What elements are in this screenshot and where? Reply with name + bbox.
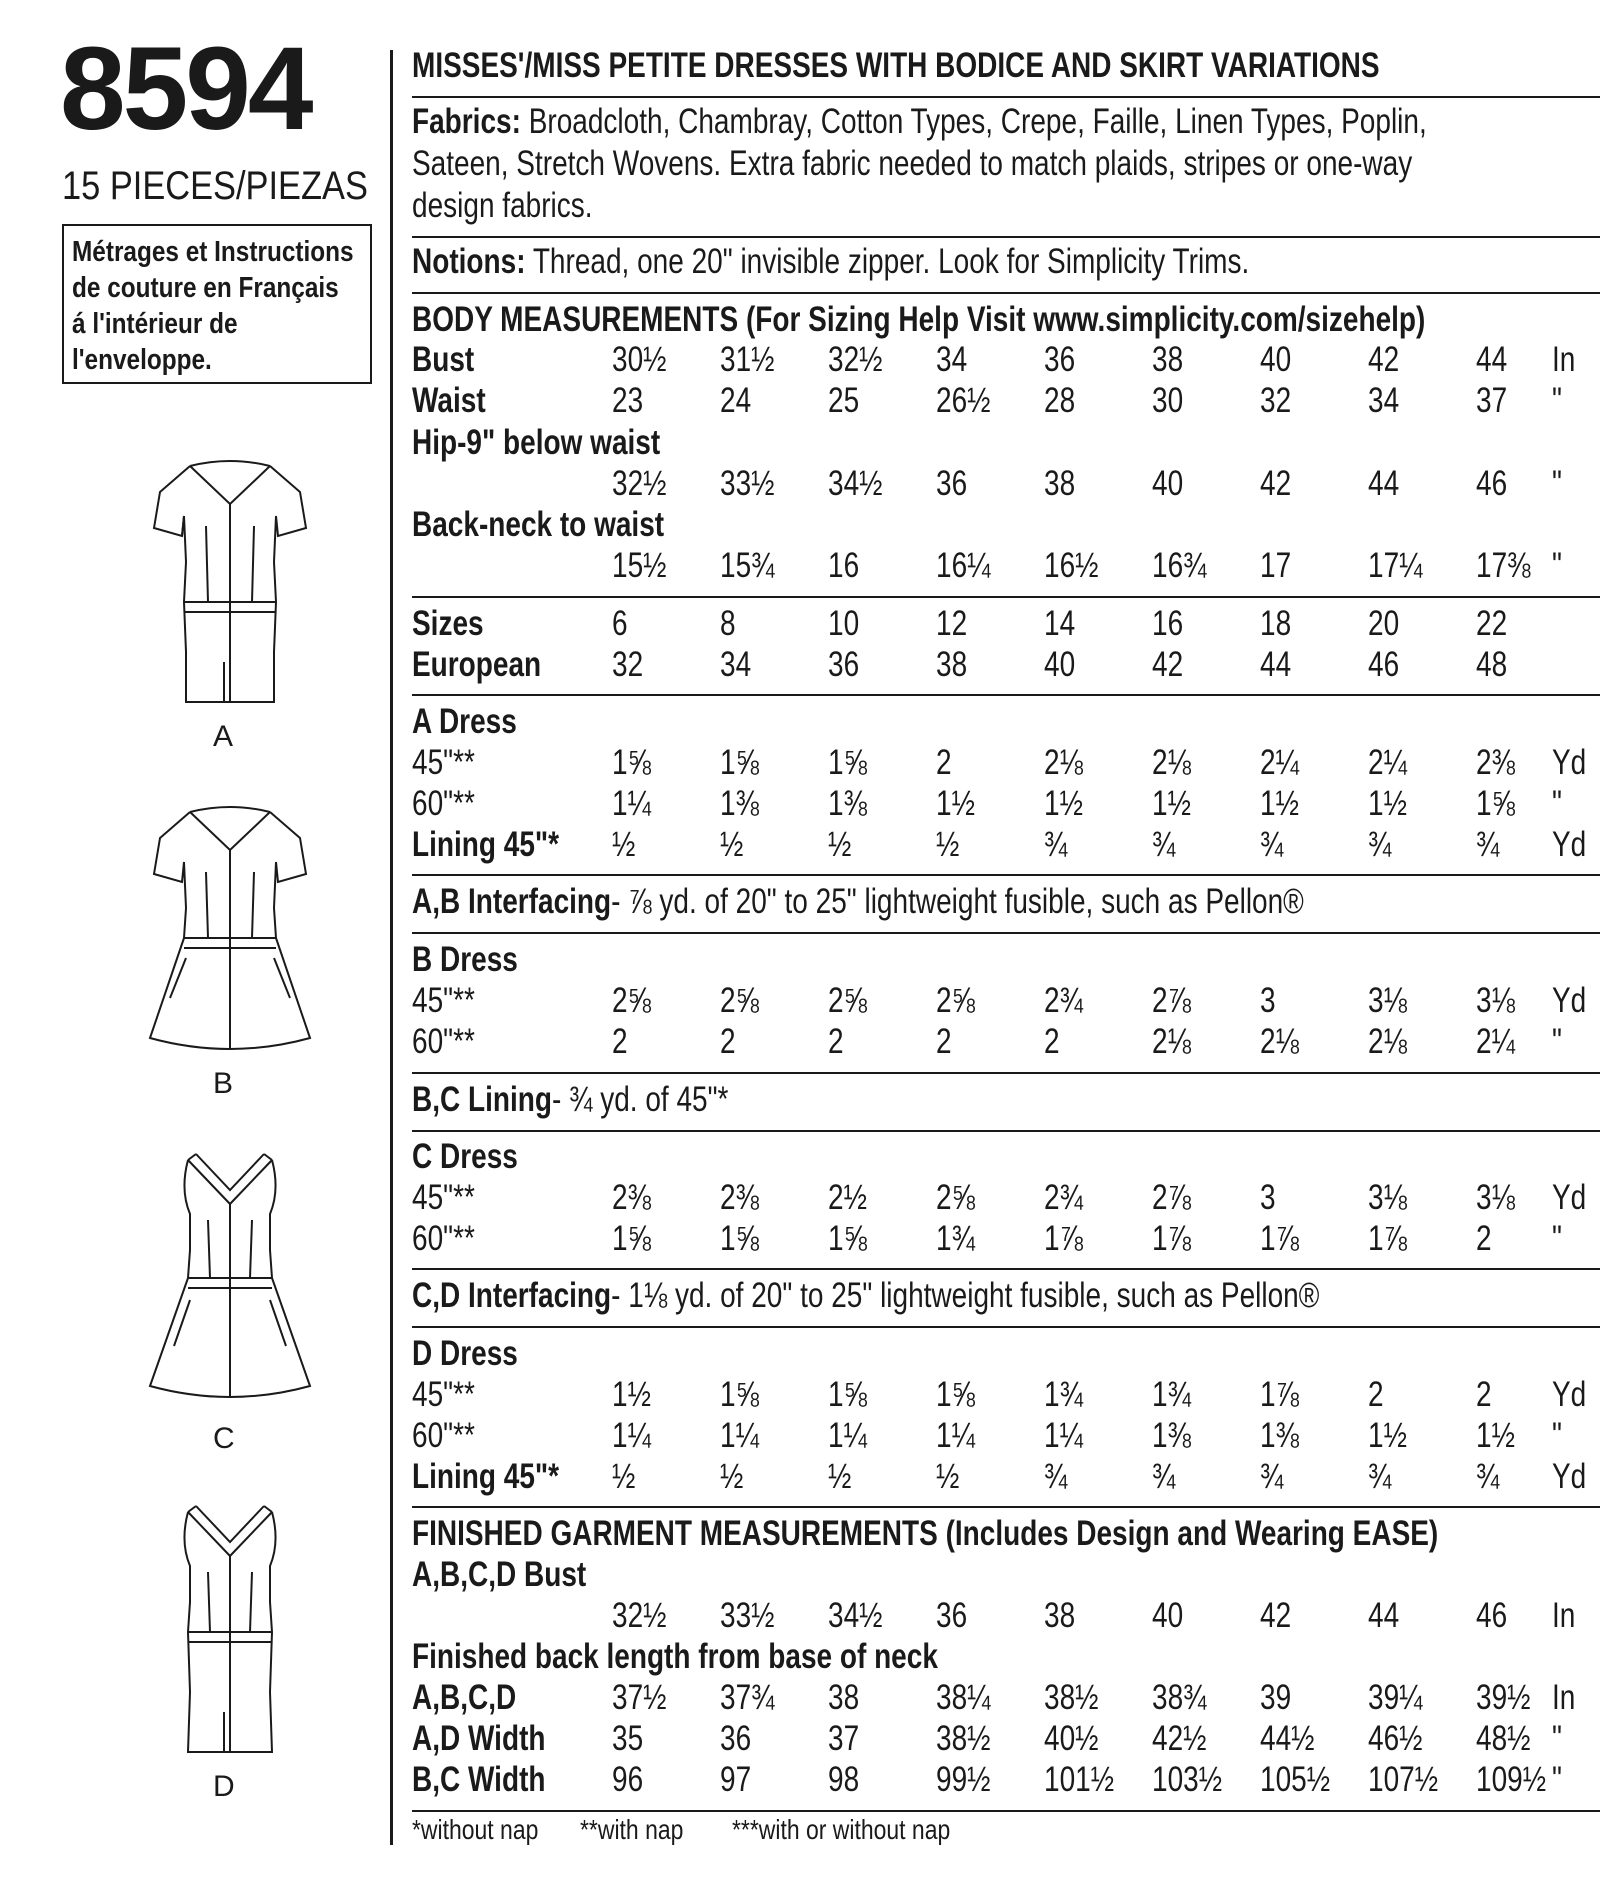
- table-cell: 1½: [1152, 784, 1191, 823]
- unit-label: Yd: [1552, 1178, 1587, 1217]
- table-cell: 42: [1368, 340, 1400, 379]
- table-cell: 30½: [612, 340, 667, 379]
- table-cell: 17: [1260, 546, 1292, 585]
- table-cell: 20: [1368, 604, 1400, 643]
- unit-label: ": [1552, 546, 1562, 585]
- french-note-line: Métrages et Instructions: [72, 236, 354, 268]
- table-cell: 16¾: [1152, 546, 1207, 585]
- row-label: Hip-9" below waist: [412, 423, 661, 462]
- table-cell: 8: [720, 604, 736, 643]
- table-cell: 2: [936, 743, 952, 782]
- table-cell: 37: [1476, 381, 1508, 420]
- table-cell: 42: [1260, 464, 1292, 503]
- table-row: [412, 546, 1600, 586]
- table-cell: 2⅛: [1152, 1022, 1191, 1061]
- table-cell: ½: [828, 1457, 852, 1496]
- table-cell: 2⅞: [1152, 1178, 1191, 1217]
- table-cell: 1½: [936, 784, 975, 823]
- view-label-a: A: [213, 720, 234, 753]
- row-label: 45"**: [412, 1178, 475, 1217]
- notions-line: [412, 242, 1249, 282]
- finished-measurements-heading: FINISHED GARMENT MEASUREMENTS (Includes Design and Wearing EASE): [412, 1514, 1439, 1553]
- table-cell: 38: [1044, 464, 1076, 503]
- pattern-number: 8594: [60, 23, 311, 155]
- table-cell: 38: [1152, 340, 1184, 379]
- table-cell: 38: [828, 1678, 860, 1717]
- table-cell: 16: [1152, 604, 1184, 643]
- table-cell: 107½: [1368, 1760, 1439, 1799]
- table-cell: 24: [720, 381, 752, 420]
- row-label: Back-neck to waist: [412, 505, 665, 544]
- row-label: 60"**: [412, 1416, 475, 1455]
- row-label: Bust: [412, 340, 475, 379]
- unit-label: ": [1552, 464, 1562, 503]
- table-cell: ½: [720, 825, 744, 864]
- section-heading: B Dress: [412, 940, 518, 979]
- table-cell: ¾: [1476, 825, 1500, 864]
- table-cell: 3⅛: [1368, 1178, 1407, 1217]
- table-cell: 1¼: [612, 1416, 651, 1455]
- table-row: [412, 645, 1600, 685]
- table-cell: 2⅛: [1152, 743, 1191, 782]
- table-cell: 1½: [1260, 784, 1299, 823]
- table-cell: 103½: [1152, 1760, 1223, 1799]
- table-cell: 99½: [936, 1760, 991, 1799]
- unit-label: In: [1552, 1596, 1576, 1635]
- interfacing-text: - 1⅛ yd. of 20" to 25" lightweight fusible, such as Pellon®: [611, 1276, 1320, 1315]
- table-cell: 1½: [1368, 784, 1407, 823]
- row-label: 60"**: [412, 1219, 475, 1258]
- table-cell: 2⅛: [1368, 1022, 1407, 1061]
- table-cell: 2¾: [1044, 981, 1083, 1020]
- table-cell: 101½: [1044, 1760, 1115, 1799]
- table-cell: 25: [828, 381, 860, 420]
- table-cell: 18: [1260, 604, 1292, 643]
- unit-label: In: [1552, 1678, 1576, 1717]
- table-cell: 38½: [1044, 1678, 1099, 1717]
- table-cell: 44: [1368, 464, 1400, 503]
- table-cell: 36: [720, 1719, 752, 1758]
- table-cell: 40: [1152, 464, 1184, 503]
- table-cell: 38¾: [1152, 1678, 1207, 1717]
- table-cell: 1⅝: [828, 743, 867, 782]
- table-cell: 2: [1044, 1022, 1060, 1061]
- table-cell: 30: [1152, 381, 1184, 420]
- table-cell: 37: [828, 1719, 860, 1758]
- table-cell: 1⅞: [1044, 1219, 1083, 1258]
- row-label: Waist: [412, 381, 486, 420]
- table-cell: 2⅝: [720, 981, 759, 1020]
- table-cell: 48: [1476, 645, 1508, 684]
- table-cell: 2⅜: [720, 1178, 759, 1217]
- table-cell: 1⅞: [1152, 1219, 1191, 1258]
- divider: [412, 96, 1600, 98]
- fabrics-line: design fabrics.: [412, 186, 593, 225]
- table-cell: 40½: [1044, 1719, 1099, 1758]
- table-row: [412, 1416, 1600, 1456]
- table-cell: 33½: [720, 464, 775, 503]
- table-row: [412, 981, 1600, 1021]
- table-row: [412, 1596, 1600, 1636]
- table-cell: 39¼: [1368, 1678, 1423, 1717]
- dress-c-illustration: [140, 1150, 320, 1410]
- divider: [412, 1506, 1600, 1508]
- table-cell: 44: [1476, 340, 1508, 379]
- row-label: A,B,C,D Bust: [412, 1555, 587, 1594]
- divider: [412, 236, 1600, 238]
- view-label-b: B: [213, 1067, 234, 1100]
- divider: [412, 292, 1600, 294]
- interfacing-label: C,D Interfacing: [412, 1276, 612, 1315]
- table-cell: 39½: [1476, 1678, 1531, 1717]
- table-cell: 14: [1044, 604, 1076, 643]
- table-cell: ¾: [1260, 825, 1284, 864]
- row-label: Lining 45"*: [412, 1457, 560, 1496]
- table-row: [412, 1022, 1600, 1062]
- table-cell: 10: [828, 604, 860, 643]
- table-cell: 1⅝: [612, 1219, 651, 1258]
- table-cell: 1¼: [612, 784, 651, 823]
- table-cell: 38¼: [936, 1678, 991, 1717]
- dress-b-illustration: [140, 798, 320, 1058]
- table-cell: 1⅝: [828, 1219, 867, 1258]
- table-cell: 44: [1368, 1596, 1400, 1635]
- table-cell: 1⅝: [1476, 784, 1515, 823]
- table-cell: 2: [1368, 1375, 1384, 1414]
- table-cell: 3⅛: [1476, 981, 1515, 1020]
- table-row: [412, 340, 1600, 380]
- notions-label: Notions:: [412, 242, 526, 281]
- table-cell: ¾: [1476, 1457, 1500, 1496]
- interfacing-label: A,B Interfacing: [412, 882, 612, 921]
- divider: [412, 1130, 1600, 1132]
- table-cell: 17¼: [1368, 546, 1423, 585]
- table-cell: 2: [1476, 1375, 1492, 1414]
- table-cell: 36: [1044, 340, 1076, 379]
- table-cell: 1⅝: [828, 1375, 867, 1414]
- table-cell: 1½: [1044, 784, 1083, 823]
- french-note-line: l'enveloppe.: [72, 344, 212, 376]
- fabrics-label: Fabrics:: [412, 102, 521, 141]
- table-cell: 1¼: [720, 1416, 759, 1455]
- table-cell: 31½: [720, 340, 775, 379]
- table-cell: 1¼: [828, 1416, 867, 1455]
- table-cell: 1⅝: [720, 743, 759, 782]
- table-cell: 46: [1476, 1596, 1508, 1635]
- row-label: B,C Width: [412, 1760, 546, 1799]
- table-cell: 2¼: [1476, 1022, 1515, 1061]
- table-cell: 33½: [720, 1596, 775, 1635]
- table-row: [412, 1375, 1600, 1415]
- table-cell: 2¼: [1368, 743, 1407, 782]
- table-cell: ¾: [1152, 1457, 1176, 1496]
- table-cell: 3: [1260, 981, 1276, 1020]
- table-cell: 1⅞: [1260, 1219, 1299, 1258]
- table-cell: 38: [1044, 1596, 1076, 1635]
- table-cell: 37½: [612, 1678, 667, 1717]
- table-cell: 44: [1260, 645, 1292, 684]
- table-cell: 35: [612, 1719, 644, 1758]
- pieces-count: 15 PIECES/PIEZAS: [62, 164, 368, 208]
- dress-a-illustration: [140, 452, 320, 707]
- view-label-d: D: [213, 1770, 235, 1803]
- table-cell: 2: [1476, 1219, 1492, 1258]
- table-cell: 44½: [1260, 1719, 1315, 1758]
- table-cell: 37¾: [720, 1678, 775, 1717]
- table-cell: 2: [612, 1022, 628, 1061]
- unit-label: Yd: [1552, 825, 1587, 864]
- table-cell: 1¾: [1152, 1375, 1191, 1414]
- table-cell: ¾: [1368, 1457, 1392, 1496]
- row-label: 45"**: [412, 981, 475, 1020]
- section-heading: C Dress: [412, 1137, 518, 1176]
- left-panel: [0, 0, 390, 1896]
- french-note-line: de couture en Français: [72, 272, 339, 304]
- table-cell: 1⅝: [720, 1375, 759, 1414]
- footnote: **with nap: [580, 1814, 684, 1845]
- unit-label: Yd: [1552, 981, 1587, 1020]
- french-note-box: [62, 224, 372, 384]
- table-cell: 17⅜: [1476, 546, 1531, 585]
- unit-label: In: [1552, 340, 1576, 379]
- table-cell: 2⅛: [1260, 1022, 1299, 1061]
- table-row: [412, 1760, 1600, 1800]
- unit-label: ": [1552, 1760, 1562, 1799]
- table-cell: ½: [720, 1457, 744, 1496]
- table-cell: 2¾: [1044, 1178, 1083, 1217]
- view-label-c: C: [213, 1422, 235, 1455]
- footnote: *without nap: [412, 1814, 539, 1845]
- column-divider: [390, 50, 393, 1845]
- table-cell: 1¾: [1044, 1375, 1083, 1414]
- lining-label: B,C Lining: [412, 1080, 552, 1119]
- row-label: 60"**: [412, 1022, 475, 1061]
- table-cell: ¾: [1368, 825, 1392, 864]
- table-cell: 1⅞: [1368, 1219, 1407, 1258]
- row-label: 45"**: [412, 1375, 475, 1414]
- table-row: [412, 1678, 1600, 1718]
- table-cell: 42: [1260, 1596, 1292, 1635]
- table-cell: 3⅛: [1476, 1178, 1515, 1217]
- table-cell: ½: [612, 1457, 636, 1496]
- table-cell: 2: [936, 1022, 952, 1061]
- table-cell: 15½: [612, 546, 667, 585]
- fabrics-line: Sateen, Stretch Wovens. Extra fabric needed to match plaids, stripes or one-way: [412, 144, 1413, 183]
- table-cell: 1⅜: [828, 784, 867, 823]
- divider: [412, 932, 1600, 934]
- right-panel: [412, 0, 1600, 1896]
- table-row: [412, 381, 1600, 421]
- notions-text: Thread, one 20" invisible zipper. Look for Simplicity Trims.: [532, 242, 1250, 281]
- section-heading: D Dress: [412, 1334, 518, 1373]
- table-cell: 1½: [1476, 1416, 1515, 1455]
- table-cell: 3⅛: [1368, 981, 1407, 1020]
- row-label: 45"**: [412, 743, 475, 782]
- unit-label: ": [1552, 381, 1562, 420]
- pattern-title: MISSES'/MISS PETITE DRESSES WITH BODICE AND SKIRT VARIATIONS: [412, 46, 1380, 85]
- table-cell: 105½: [1260, 1760, 1331, 1799]
- table-cell: 6: [612, 604, 628, 643]
- table-cell: 1½: [1368, 1416, 1407, 1455]
- footnote: ***with or without nap: [732, 1814, 951, 1845]
- table-cell: 46: [1368, 645, 1400, 684]
- table-cell: 22: [1476, 604, 1508, 643]
- table-cell: 98: [828, 1760, 860, 1799]
- table-cell: 36: [936, 1596, 968, 1635]
- table-cell: 39: [1260, 1678, 1292, 1717]
- table-cell: 3: [1260, 1178, 1276, 1217]
- table-cell: 38: [936, 645, 968, 684]
- table-cell: 2⅜: [1476, 743, 1515, 782]
- table-cell: 34½: [828, 464, 883, 503]
- dress-d-illustration: [140, 1502, 320, 1762]
- table-cell: 32: [612, 645, 644, 684]
- table-cell: 1⅜: [720, 784, 759, 823]
- table-cell: 32½: [828, 340, 883, 379]
- table-cell: ¾: [1044, 825, 1068, 864]
- table-cell: ¾: [1152, 825, 1176, 864]
- table-row: [412, 1219, 1600, 1259]
- table-cell: 16: [828, 546, 860, 585]
- table-cell: 1⅝: [936, 1375, 975, 1414]
- table-row: [412, 604, 1600, 644]
- unit-label: ": [1552, 1416, 1562, 1455]
- table-cell: 23: [612, 381, 644, 420]
- table-cell: 32½: [612, 1596, 667, 1635]
- section-heading: A Dress: [412, 702, 517, 741]
- table-cell: 1⅞: [1260, 1375, 1299, 1414]
- table-cell: 32: [1260, 381, 1292, 420]
- table-cell: 2⅞: [1152, 981, 1191, 1020]
- divider: [412, 694, 1600, 696]
- table-cell: 2⅝: [936, 1178, 975, 1217]
- table-row: [412, 464, 1600, 504]
- table-cell: 1⅝: [720, 1219, 759, 1258]
- unit-label: Yd: [1552, 1457, 1587, 1496]
- table-cell: 2⅝: [828, 981, 867, 1020]
- divider: [412, 1268, 1600, 1270]
- table-cell: 1¾: [936, 1219, 975, 1258]
- table-cell: 28: [1044, 381, 1076, 420]
- divider: [412, 1326, 1600, 1328]
- unit-label: ": [1552, 1219, 1562, 1258]
- table-cell: 42: [1152, 645, 1184, 684]
- table-cell: 1¼: [936, 1416, 975, 1455]
- table-cell: 2⅜: [612, 1178, 651, 1217]
- divider: [412, 1072, 1600, 1074]
- table-cell: 1½: [612, 1375, 651, 1414]
- table-cell: 40: [1152, 1596, 1184, 1635]
- table-cell: ¾: [1260, 1457, 1284, 1496]
- table-cell: 40: [1044, 645, 1076, 684]
- table-cell: 1⅜: [1152, 1416, 1191, 1455]
- table-cell: 26½: [936, 381, 991, 420]
- row-label: Sizes: [412, 604, 484, 643]
- table-cell: 34: [1368, 381, 1400, 420]
- table-cell: 34: [720, 645, 752, 684]
- table-cell: 97: [720, 1760, 752, 1799]
- divider: [412, 1810, 1600, 1812]
- table-cell: ½: [936, 825, 960, 864]
- table-row: [412, 784, 1600, 824]
- table-cell: 46½: [1368, 1719, 1423, 1758]
- table-cell: 96: [612, 1760, 644, 1799]
- french-note-line: á l'intérieur de: [72, 308, 238, 340]
- row-label: A,D Width: [412, 1719, 546, 1758]
- row-label: Lining 45"*: [412, 825, 560, 864]
- table-cell: 2⅝: [936, 981, 975, 1020]
- table-cell: 2: [828, 1022, 844, 1061]
- fabrics-line: [412, 102, 1427, 142]
- table-cell: 32½: [612, 464, 667, 503]
- fabrics-text: Broadcloth, Chambray, Cotton Types, Crepe, Faille, Linen Types, Poplin,: [528, 102, 1427, 141]
- row-label: 60"**: [412, 784, 475, 823]
- table-cell: 16¼: [936, 546, 991, 585]
- unit-label: Yd: [1552, 1375, 1587, 1414]
- unit-label: ": [1552, 784, 1562, 823]
- table-cell: 36: [936, 464, 968, 503]
- interfacing-line: [412, 882, 1304, 922]
- table-row: [412, 825, 1600, 865]
- row-label: European: [412, 645, 542, 684]
- table-cell: 34: [936, 340, 968, 379]
- table-cell: 16½: [1044, 546, 1099, 585]
- table-cell: 42½: [1152, 1719, 1207, 1758]
- table-cell: ¾: [1044, 1457, 1068, 1496]
- table-cell: 1⅜: [1260, 1416, 1299, 1455]
- table-cell: 46: [1476, 464, 1508, 503]
- divider: [412, 596, 1600, 598]
- table-row: [412, 1719, 1600, 1759]
- table-cell: 2⅛: [1044, 743, 1083, 782]
- table-cell: 2⅝: [612, 981, 651, 1020]
- divider: [412, 874, 1600, 876]
- table-cell: 36: [828, 645, 860, 684]
- lining-text: - ¾ yd. of 45"*: [551, 1080, 729, 1119]
- interfacing-text: - ⅞ yd. of 20" to 25" lightweight fusible, such as Pellon®: [611, 882, 1304, 921]
- unit-label: ": [1552, 1022, 1562, 1061]
- table-cell: ½: [612, 825, 636, 864]
- table-cell: 38½: [936, 1719, 991, 1758]
- table-cell: 2: [720, 1022, 736, 1061]
- unit-label: ": [1552, 1719, 1562, 1758]
- table-cell: 40: [1260, 340, 1292, 379]
- table-cell: 109½: [1476, 1760, 1547, 1799]
- unit-label: Yd: [1552, 743, 1587, 782]
- interfacing-line: [412, 1276, 1319, 1316]
- table-row: [412, 1457, 1600, 1497]
- table-cell: 12: [936, 604, 968, 643]
- table-cell: ½: [828, 825, 852, 864]
- table-cell: ½: [936, 1457, 960, 1496]
- lining-line: [412, 1080, 728, 1120]
- table-cell: 1⅝: [612, 743, 651, 782]
- table-cell: 34½: [828, 1596, 883, 1635]
- body-measurements-heading: BODY MEASUREMENTS (For Sizing Help Visit www.simplicity.com/sizehelp): [412, 300, 1426, 339]
- table-cell: 2½: [828, 1178, 867, 1217]
- table-cell: 48½: [1476, 1719, 1531, 1758]
- row-label: Finished back length from base of neck: [412, 1637, 938, 1676]
- row-label: A,B,C,D: [412, 1678, 517, 1717]
- table-row: [412, 743, 1600, 783]
- table-cell: 1¼: [1044, 1416, 1083, 1455]
- table-cell: 2¼: [1260, 743, 1299, 782]
- table-row: [412, 1178, 1600, 1218]
- table-cell: 15¾: [720, 546, 775, 585]
